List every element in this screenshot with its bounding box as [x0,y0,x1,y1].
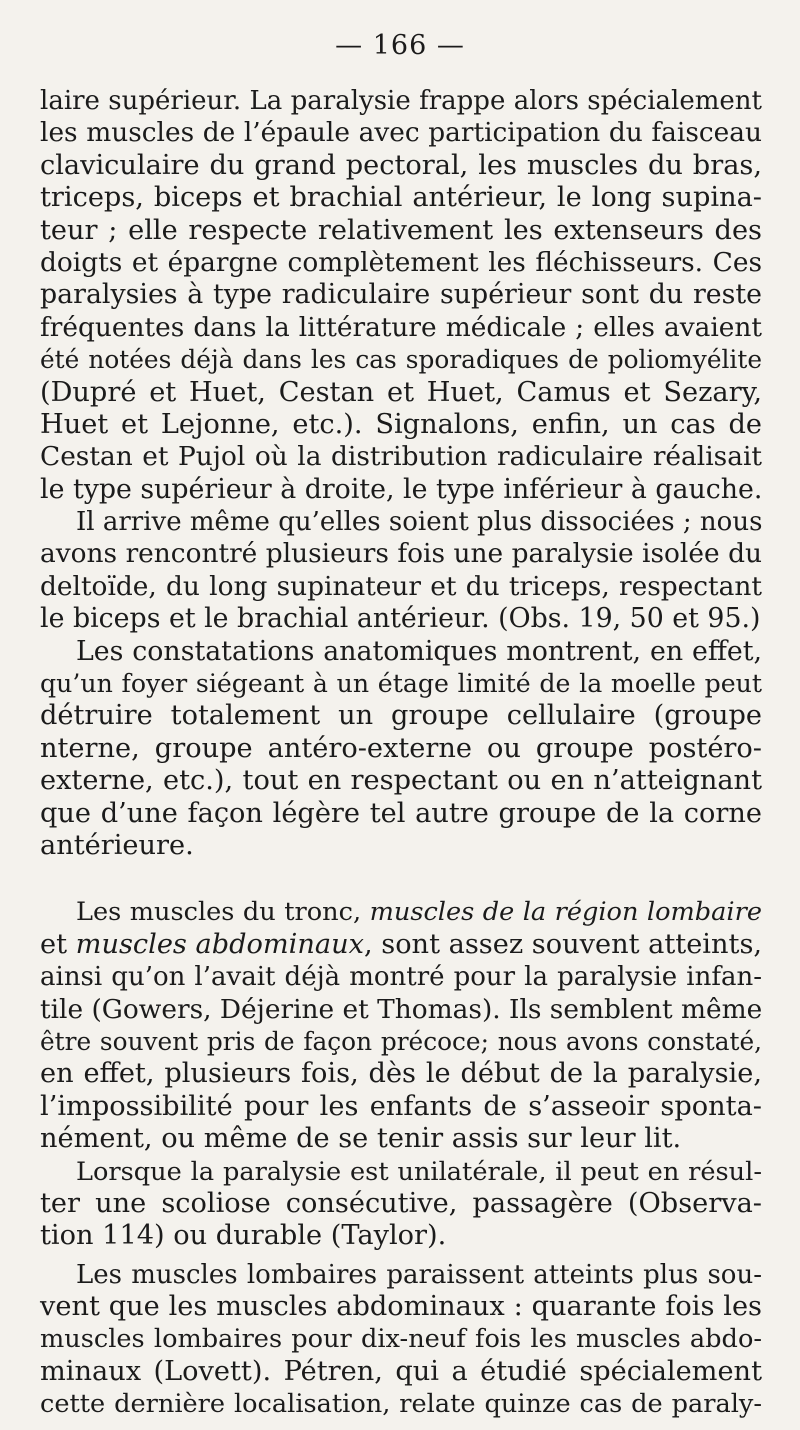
text-line: Les muscles lombaires paraissent atteints plus sou- [76,1259,762,1290]
paragraph [40,896,762,1155]
text-line: tile (Gowers, Déjerine et Thomas). Ils semblent même [40,993,763,1025]
text-line: (Dupré et Huet, Cestan et Huet, Camus et Sezary, [40,376,762,408]
paragraph [40,85,762,506]
text-line: Lorsque la paralysie est unilatérale, il peut en résul- [76,1156,762,1187]
text-line: deltoïde, du long supinateur et du triceps, respectant [40,570,762,602]
text-line: les muscles de l’épaule avec participation du faisceau [40,117,762,149]
text-line: Huet et Lejonne, etc.). Signalons, enfin, un cas de [40,408,762,440]
text-line: minaux (Lovett). Pétren, qui a étudié spécialement [40,1355,762,1387]
text-line: teur ; elle respecte relativement les extenseurs des [40,214,762,246]
text-line: vent que les muscles abdominaux : quarante fois les [40,1291,762,1323]
text-line: ainsi qu’on l’avait déjà montré pour la paralysie infan- [40,962,762,993]
text-line: qu’un foyer siégeant à un étage limité de la moelle peut [40,669,762,699]
text-line: que d’une façon légère tel autre groupe de la corne [40,797,762,829]
text-line: être souvent pris de façon précoce; nous avons constaté, [40,1026,762,1056]
text-line: paralysies à type radiculaire supérieur sont du reste [40,279,762,311]
text-line: triceps, biceps et brachial antérieur, le long supina- [40,182,762,214]
text-line: détruire totalement un groupe cellulaire (groupe [40,700,762,732]
text-line: le biceps et le brachial antérieur. (Obs. 19, 50 et 95.) [40,603,761,635]
text-line: Les constatations anatomiques montrent, en effet, [76,635,762,667]
italic-term: muscles de la région lombaire [369,897,762,928]
text-line: claviculaire du grand pectoral, les muscles du bras, [40,149,762,181]
text-line: externe, etc.), tout en respectant ou en n’atteignant [40,765,762,797]
text-line: nterne, groupe antéro-externe ou groupe postéro- [40,732,762,764]
text-line: le type supérieur à droite, le type inférieur à gauche. [40,473,763,505]
text-line [40,929,762,961]
italic-term: muscles abdominaux [75,928,364,960]
text-line: avons rencontré plusieurs fois une paralysie isolée du [40,538,762,570]
text-line: fréquentes dans la littérature médicale ; elles avaient [40,311,762,343]
page-number: — 166 — [335,30,465,61]
text-line: l’impossibilité pour les enfants de s’asseoir sponta- [40,1090,762,1122]
text-line: ter une scoliose consécutive, passagère (Observa- [40,1187,762,1219]
text-line: muscles lombaires pour dix-neuf fois les muscles abdo- [40,1324,762,1355]
text-run: , sont assez souvent atteints, [363,928,763,960]
text-line: antérieure. [40,829,194,861]
paragraph [40,1259,762,1421]
body-text [40,85,762,1421]
text-line: nément, ou même de se tenir assis sur leur lit. [40,1123,682,1155]
text-line: cette dernière localisation, relate quinze cas de paraly- [40,1389,762,1420]
text-line: doigts et épargne complètement les fléchisseurs. Ces [40,246,762,278]
text-line: laire supérieur. La paralysie frappe alors spécialement [40,86,762,116]
paragraph [40,636,762,863]
text-line [40,896,762,928]
text-line: Il arrive même qu’elles soient plus dissociées ; nous [76,507,763,538]
paragraph [40,506,762,636]
section-gap [40,862,762,896]
text-run: et [40,928,76,960]
paragraph [40,1156,762,1253]
text-line: été notées déjà dans les cas sporadiques de poliomyélite [40,345,762,375]
text-line: en effet, plusieurs fois, dès le début de la paralysie, [40,1058,762,1090]
text-run: Les muscles du tronc, [76,897,370,928]
text-line: tion 114) ou durable (Taylor). [40,1220,447,1252]
text-line: Cestan et Pujol où la distribution radiculaire réalisait [40,441,762,473]
